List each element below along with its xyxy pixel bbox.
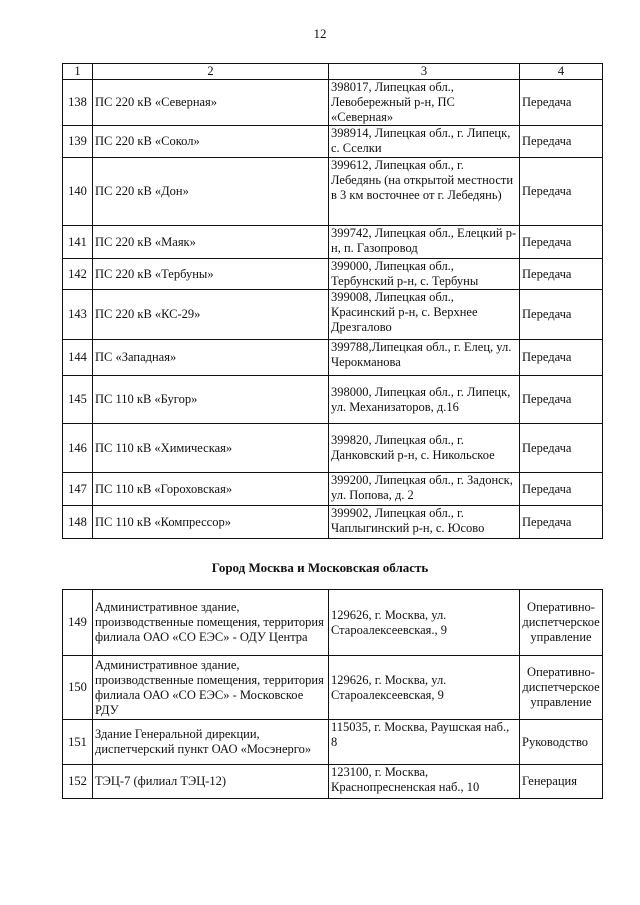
object-name: ПС 220 кВ «Тербуны»	[93, 259, 329, 290]
row-number: 140	[63, 158, 93, 226]
table-row	[63, 340, 603, 376]
table-row	[63, 720, 603, 765]
object-function: Оперативно-диспетчерское управление	[520, 590, 603, 656]
table-row	[63, 765, 603, 799]
row-number: 146	[63, 424, 93, 473]
object-address: 115035, г. Москва, Раушская наб., 8	[329, 720, 520, 765]
object-name: Административное здание, производственные помещения, территория филиала ОАО «СО ЕЭС» - ОДУ Центра	[93, 590, 329, 656]
object-function: Передача	[520, 259, 603, 290]
header-cell-2: 2	[93, 64, 329, 80]
row-number: 139	[63, 126, 93, 158]
table-row	[63, 158, 603, 226]
object-address: 399000, Липецкая обл., Тербунский р-н, с. Тербуны	[329, 259, 520, 290]
object-address: 399742, Липецкая обл., Елецкий р-н, п. Газопровод	[329, 226, 520, 259]
object-address: 398000, Липецкая обл., г. Липецк, ул. Механизаторов, д.16	[329, 376, 520, 424]
object-name: ПС 110 кВ «Гороховская»	[93, 473, 329, 506]
object-name: ПС «Западная»	[93, 340, 329, 376]
header-cell-3: 3	[329, 64, 520, 80]
object-address: 399820, Липецкая обл., г. Данковский р-н, с. Никольское	[329, 424, 520, 473]
object-name: ПС 110 кВ «Бугор»	[93, 376, 329, 424]
object-function: Передача	[520, 473, 603, 506]
row-number: 151	[63, 720, 93, 765]
moscow-objects-table	[62, 589, 603, 799]
object-address: 123100, г. Москва, Краснопресненская наб., 10	[329, 765, 520, 799]
object-name: ПС 110 кВ «Компрессор»	[93, 506, 329, 539]
table-row	[63, 656, 603, 720]
row-number: 152	[63, 765, 93, 799]
object-name: Здание Генеральной дирекции, диспетчерский пункт ОАО «Мосэнерго»	[93, 720, 329, 765]
table-row	[63, 80, 603, 126]
object-function: Передача	[520, 424, 603, 473]
header-cell-1: 1	[63, 64, 93, 80]
object-address: 399008, Липецкая обл., Красинский р-н, с. Верхнее Дрезгалово	[329, 290, 520, 340]
object-name: ПС 110 кВ «Химическая»	[93, 424, 329, 473]
object-address: 399612, Липецкая обл., г. Лебедянь (на открытой местности в 3 км восточнее от г. Лебедянь)	[329, 158, 520, 226]
row-number: 149	[63, 590, 93, 656]
object-function: Передача	[520, 506, 603, 539]
row-number: 142	[63, 259, 93, 290]
object-function: Передача	[520, 126, 603, 158]
object-address: 399788,Липецкая обл., г. Елец, ул. Черокманова	[329, 340, 520, 376]
object-address: 129626, г. Москва, ул. Староалексеевская., 9	[329, 590, 520, 656]
object-address: 398914, Липецкая обл., г. Липецк, с. Сселки	[329, 126, 520, 158]
object-name: ПС 220 кВ «КС-29»	[93, 290, 329, 340]
table-row	[63, 226, 603, 259]
object-name: ПС 220 кВ «Дон»	[93, 158, 329, 226]
row-number: 148	[63, 506, 93, 539]
object-address: 399902, Липецкая обл., г. Чаплыгинский р-н, с. Юсово	[329, 506, 520, 539]
object-name: ПС 220 кВ «Северная»	[93, 80, 329, 126]
table-row	[63, 424, 603, 473]
section-heading: Город Москва и Московская область	[211, 560, 429, 575]
table-row	[63, 259, 603, 290]
object-address: 129626, г. Москва, ул. Староалексеевская, 9	[329, 656, 520, 720]
table-header-row	[63, 64, 603, 80]
object-name: ТЭЦ-7 (филиал ТЭЦ-12)	[93, 765, 329, 799]
object-function: Передача	[520, 158, 603, 226]
row-number: 144	[63, 340, 93, 376]
object-function: Передача	[520, 340, 603, 376]
object-address: 399200, Липецкая обл., г. Задонск, ул. Попова, д. 2	[329, 473, 520, 506]
table-row	[63, 473, 603, 506]
object-function: Передача	[520, 226, 603, 259]
table-row	[63, 126, 603, 158]
row-number: 147	[63, 473, 93, 506]
table-row	[63, 290, 603, 340]
object-name: Административное здание, производственные помещения, территория филиала ОАО «СО ЕЭС» - Московское РДУ	[93, 656, 329, 720]
object-name: ПС 220 кВ «Сокол»	[93, 126, 329, 158]
substations-table	[62, 63, 603, 539]
row-number: 145	[63, 376, 93, 424]
header-cell-4: 4	[520, 64, 603, 80]
object-function: Генерация	[520, 765, 603, 799]
object-address: 398017, Липецкая обл., Левобережный р-н, ПС «Северная»	[329, 80, 520, 126]
table-row	[63, 376, 603, 424]
table-row	[63, 590, 603, 656]
row-number: 141	[63, 226, 93, 259]
row-number: 138	[63, 80, 93, 126]
object-function: Передача	[520, 80, 603, 126]
row-number: 150	[63, 656, 93, 720]
object-function: Передача	[520, 376, 603, 424]
object-function: Руководство	[520, 720, 603, 765]
page-number: 12	[313, 26, 327, 41]
object-function: Передача	[520, 290, 603, 340]
object-function: Оперативно-диспетчерское управление	[520, 656, 603, 720]
object-name: ПС 220 кВ «Маяк»	[93, 226, 329, 259]
row-number: 143	[63, 290, 93, 340]
table-row	[63, 506, 603, 539]
